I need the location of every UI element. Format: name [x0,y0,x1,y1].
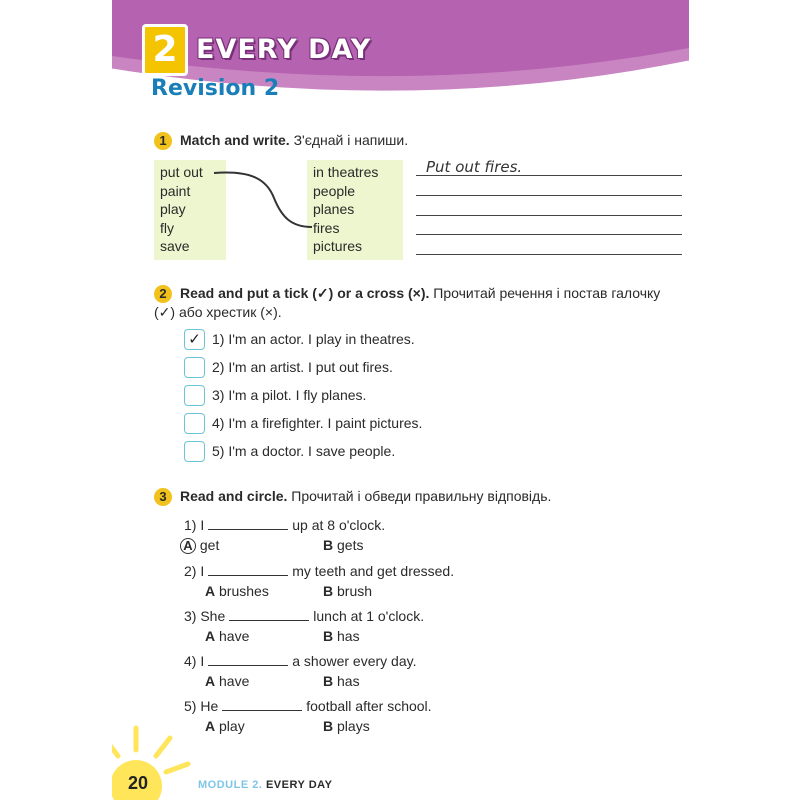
exercise-3-instruction-translation: Прочитай і обведи правильну відповідь. [291,488,552,504]
exercise-2-instruction [154,284,674,322]
exercise-2-number: 2 [154,285,172,303]
tick-box[interactable] [184,357,205,378]
answer-gap[interactable] [222,696,302,711]
answer-line[interactable] [416,178,682,196]
option-a[interactable]: A have [205,628,250,644]
match-left-word[interactable]: play [160,201,186,217]
exercise-1-number: 1 [154,132,172,150]
match-left-word[interactable]: save [160,238,190,254]
exercise-2-instruction-translation: Прочитай речення і постав галочку (✓) або хрестик (×). [154,285,661,321]
exercise-1-instruction-bold: Match and write. [180,132,290,148]
section-title: Revision 2 [151,76,280,101]
answer-line[interactable] [416,217,682,235]
answer-gap[interactable] [208,515,288,530]
tick-item-text: 3) I'm a pilot. I fly planes. [212,387,367,403]
exercise-2-instruction-bold: Read and put a tick (✓) or a cross (×). [180,285,430,301]
unit-title: EVERY DAY [196,34,372,65]
option-b[interactable]: B gets [323,537,364,553]
footer-module [198,779,332,791]
match-right-word[interactable]: in theatres [313,164,379,180]
sun-decoration-icon [112,720,202,800]
tick-box[interactable] [184,385,205,406]
answer-gap[interactable] [208,561,288,576]
exercise-3-instruction-bold: Read and circle. [180,488,288,504]
option-a[interactable]: A play [205,718,245,734]
answer-line[interactable] [416,237,682,255]
match-right-word[interactable]: planes [313,201,355,217]
option-a[interactable]: A have [205,673,250,689]
match-left-word[interactable]: paint [160,182,191,199]
tick-box[interactable] [184,413,205,434]
tick-item-text: 2) I'm an artist. I put out fires. [212,359,393,375]
gap-question: 2) I my teeth and get dressed. A brushes B brush [184,563,455,599]
gap-question: 1) I up at 8 o'clock. A get B gets [184,515,604,555]
match-left-word[interactable]: fly [160,219,174,236]
tick-box[interactable]: ✓ [184,329,205,350]
option-b[interactable]: B has [323,628,360,644]
option-a[interactable]: A get [184,535,219,555]
footer-module-label: MODULE 2. [198,779,263,791]
gap-question: 5) He football after school. A play B plays [184,698,432,734]
gap-question: 3) She lunch at 1 o'clock. A have B has [184,608,425,644]
exercise-3-number: 3 [154,488,172,506]
exercise-3-instruction [154,487,674,506]
gap-question: 4) I a shower every day. A have B has [184,653,417,689]
answer-gap[interactable] [229,606,309,621]
match-right-word[interactable]: people [313,182,356,199]
circled-option: A [180,538,196,554]
tick-item-text: 4) I'm a firefighter. I paint pictures. [212,415,423,431]
tick-item-text: 1) I'm an actor. I play in theatres. [212,331,415,347]
footer-module-title: EVERY DAY [265,779,333,791]
option-b[interactable]: B brush [323,583,373,599]
option-a[interactable]: A brushes [205,583,269,599]
answer-gap[interactable] [208,651,288,666]
handwritten-answer: Put out fires. [426,158,523,176]
unit-number-badge: 2 [142,24,188,76]
exercise-1-instruction-translation: З'єднай і напиши. [293,132,409,148]
answer-lines [416,158,682,257]
page-number: 20 [128,773,149,793]
tick-item-text: 5) I'm a doctor. I save people. [212,443,396,459]
match-left-word[interactable]: put out [160,164,203,180]
answer-line[interactable] [416,158,682,176]
option-b[interactable]: B has [323,673,360,689]
tick-box[interactable] [184,441,205,462]
option-b[interactable]: B plays [323,718,370,734]
match-right-word[interactable]: fires [313,219,340,236]
match-right-word[interactable]: pictures [313,238,363,254]
workbook-page [112,0,689,800]
answer-line[interactable] [416,198,682,216]
